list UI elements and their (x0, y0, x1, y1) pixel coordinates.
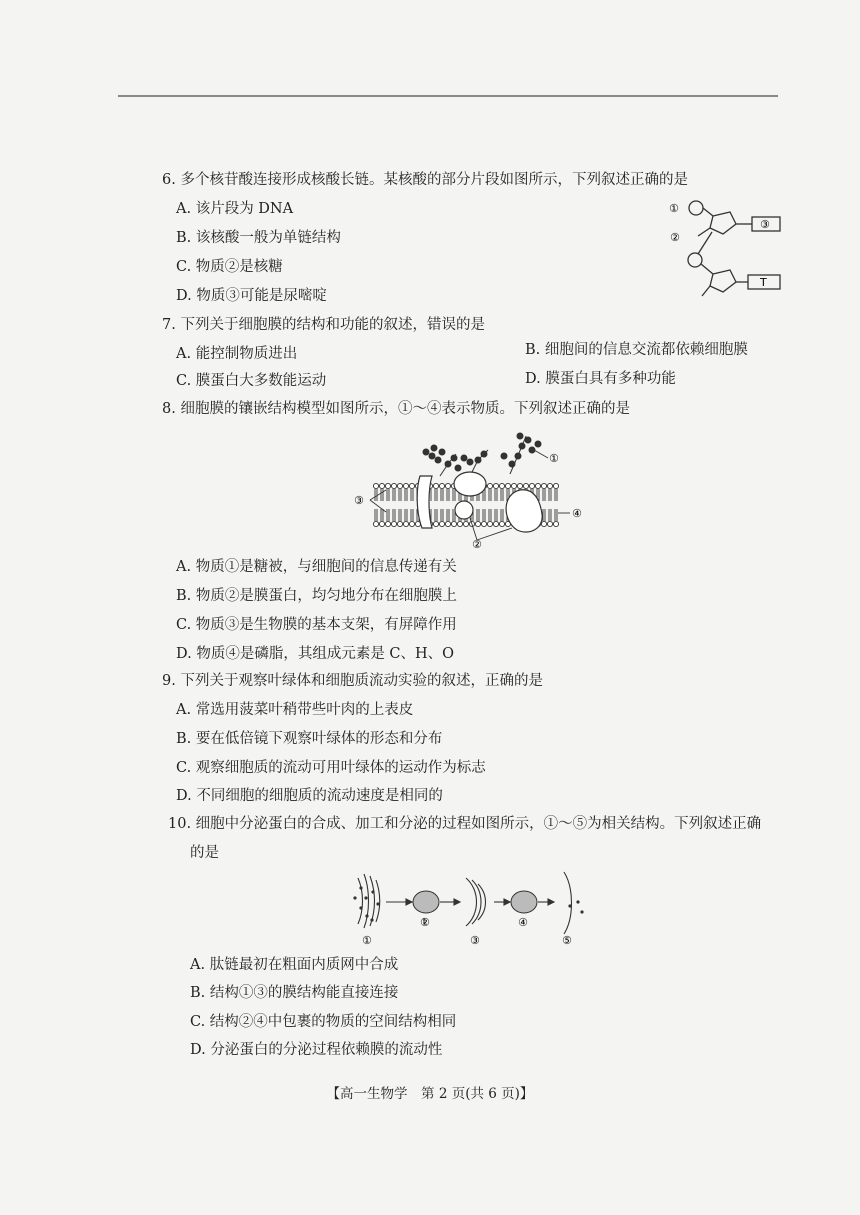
figure8-label-4: ④ (572, 507, 582, 520)
question-8-option-a: A. 物质①是糖被，与细胞间的信息传递有关 (176, 559, 457, 575)
figure8-label-1: ① (549, 452, 559, 465)
phospholipid-tail (387, 509, 389, 521)
phospholipid-tail (411, 489, 413, 501)
question-7-option-c: C. 膜蛋白大多数能运动 (176, 373, 327, 389)
phospholipid-head (445, 483, 450, 488)
figure6-label-2: ② (670, 231, 680, 244)
figure6-label-1: ① (669, 202, 679, 215)
figure8-label-2: ② (472, 538, 482, 551)
phospholipid-tail (441, 509, 443, 521)
cell-membrane-figure (352, 428, 592, 550)
phospholipid-head (379, 521, 384, 526)
phospholipid-head (445, 521, 450, 526)
phospholipid-head (397, 521, 402, 526)
nucleotide-chain-figure (668, 196, 788, 311)
phospholipid-head (517, 483, 522, 488)
phospholipid-head (409, 521, 414, 526)
figure10-label-5: ⑤ (562, 934, 572, 947)
phospholipid-tail (447, 509, 449, 521)
phospholipid-head (457, 521, 462, 526)
phospholipid-tail (435, 509, 437, 521)
phospholipid-head (385, 521, 390, 526)
phospholipid-tail (477, 509, 479, 521)
phospholipid-head (487, 483, 492, 488)
phospholipid-tail (435, 489, 437, 501)
phospholipid-head (553, 483, 558, 488)
phospholipid-head (541, 483, 546, 488)
question-10-option-a: A. 肽链最初在粗面内质网中合成 (190, 957, 399, 973)
question-6-option-c: C. 物质②是核糖 (176, 259, 283, 275)
question-7-option-a: A. 能控制物质进出 (176, 346, 298, 362)
figure6-label-3: ③ (760, 218, 770, 231)
question-9-stem: 9. 下列关于观察叶绿体和细胞质流动实验的叙述，正确的是 (162, 673, 543, 689)
question-10-option-d: D. 分泌蛋白的分泌过程依赖膜的流动性 (190, 1042, 443, 1058)
figure6-base-t: T (760, 276, 767, 289)
phospholipid-tail (495, 509, 497, 521)
question-8-stem: 8. 细胞膜的镶嵌结构模型如图所示，①～④表示物质。下列叙述正确的是 (162, 401, 630, 417)
phospholipid-tail (393, 489, 395, 501)
phospholipid-tail (543, 489, 545, 501)
question-10-stem-line1: 10. 细胞中分泌蛋白的合成、加工和分泌的过程如图所示，①～⑤为相关结构。下列叙述正确 (168, 816, 762, 832)
phospholipid-tail (447, 489, 449, 501)
phospholipid-head (499, 521, 504, 526)
phospholipid-head (391, 521, 396, 526)
phospholipid-tail (375, 509, 377, 521)
phospholipid-tail (555, 509, 557, 521)
phospholipid-tail (489, 489, 491, 501)
phospholipid-head (403, 483, 408, 488)
phospholipid-tail (387, 489, 389, 501)
phospholipid-tail (549, 509, 551, 521)
figure10-label-3: ③ (470, 934, 480, 947)
phospholipid-tail (399, 509, 401, 521)
phospholipid-head (463, 521, 468, 526)
secretory-pathway-figure (350, 868, 590, 948)
question-6-option-a: A. 该片段为 DNA (176, 201, 294, 217)
phospholipid-tail (489, 509, 491, 521)
phospholipid-head (553, 521, 558, 526)
question-8-option-c: C. 物质③是生物膜的基本支架，有屏障作用 (176, 617, 457, 633)
phospholipid-head (499, 483, 504, 488)
phospholipid-head (493, 483, 498, 488)
phospholipid-head (403, 521, 408, 526)
phospholipid-head (451, 521, 456, 526)
phospholipid-tail (543, 509, 545, 521)
phospholipid-tail (399, 489, 401, 501)
question-9-option-b: B. 要在低倍镜下观察叶绿体的形态和分布 (176, 731, 443, 747)
question-9-option-c: C. 观察细胞质的流动可用叶绿体的运动作为标志 (176, 760, 486, 776)
phospholipid-head (541, 521, 546, 526)
question-10-option-c: C. 结构②④中包裹的物质的空间结构相同 (190, 1014, 457, 1030)
question-7-stem: 7. 下列关于细胞膜的结构和功能的叙述，错误的是 (162, 317, 485, 333)
phospholipid-tail (501, 489, 503, 501)
phospholipid-tail (393, 509, 395, 521)
figure10-label-4: ④ (518, 916, 528, 929)
phospholipid-head (511, 483, 516, 488)
phospholipid-tail (405, 509, 407, 521)
phospholipid-head (439, 483, 444, 488)
question-7-option-d: D. 膜蛋白具有多种功能 (525, 371, 676, 387)
page-footer: 【高一生物学 第 2 页(共 6 页)】 (326, 1086, 534, 1102)
phospholipid-head (391, 483, 396, 488)
top-rule (118, 95, 778, 97)
phospholipid-head (409, 483, 414, 488)
phospholipid-head (439, 521, 444, 526)
phospholipid-tail (441, 489, 443, 501)
question-6-stem: 6. 多个核苷酸连接形成核酸长链。某核酸的部分片段如图所示，下列叙述正确的是 (162, 172, 688, 188)
phospholipid-head (433, 521, 438, 526)
phospholipid-tail (381, 509, 383, 521)
phospholipid-head (547, 483, 552, 488)
phospholipid-tail (405, 489, 407, 501)
question-6-option-d: D. 物质③可能是尿嘧啶 (176, 288, 327, 304)
phospholipid-tail (549, 489, 551, 501)
phospholipid-head (373, 521, 378, 526)
question-7-option-b: B. 细胞间的信息交流都依赖细胞膜 (525, 342, 748, 358)
phospholipid-head (547, 521, 552, 526)
phospholipid-head (397, 483, 402, 488)
phospholipid-tail (375, 489, 377, 501)
phospholipid-head (535, 483, 540, 488)
question-10-stem-line2: 的是 (190, 845, 219, 861)
phospholipid-head (373, 483, 378, 488)
phospholipid-head (493, 521, 498, 526)
phospholipid-tail (555, 489, 557, 501)
question-8-option-b: B. 物质②是膜蛋白，均匀地分布在细胞膜上 (176, 588, 457, 604)
phospholipid-tail (501, 509, 503, 521)
phospholipid-head (529, 483, 534, 488)
phospholipid-head (505, 483, 510, 488)
phospholipid-head (379, 483, 384, 488)
phospholipid-head (481, 521, 486, 526)
phospholipid-tail (381, 489, 383, 501)
figure10-label-1: ① (362, 934, 372, 947)
phospholipid-tail (483, 509, 485, 521)
phospholipid-head (475, 521, 480, 526)
figure8-label-3: ③ (354, 494, 364, 507)
phospholipid-head (523, 483, 528, 488)
question-9-option-d: D. 不同细胞的细胞质的流动速度是相同的 (176, 788, 443, 804)
phospholipid-head (433, 483, 438, 488)
question-9-option-a: A. 常选用菠菜叶稍带些叶肉的上表皮 (176, 702, 414, 718)
question-10-option-b: B. 结构①③的膜结构能直接连接 (190, 985, 399, 1001)
phospholipid-tail (453, 489, 455, 501)
phospholipid-head (385, 483, 390, 488)
question-6-option-b: B. 该核酸一般为单链结构 (176, 230, 341, 246)
figure10-label-2: ② (420, 916, 430, 929)
phospholipid-tail (495, 489, 497, 501)
phospholipid-tail (411, 509, 413, 521)
question-8-option-d: D. 物质④是磷脂，其组成元素是 C、H、O (176, 646, 455, 662)
phospholipid-head (487, 521, 492, 526)
